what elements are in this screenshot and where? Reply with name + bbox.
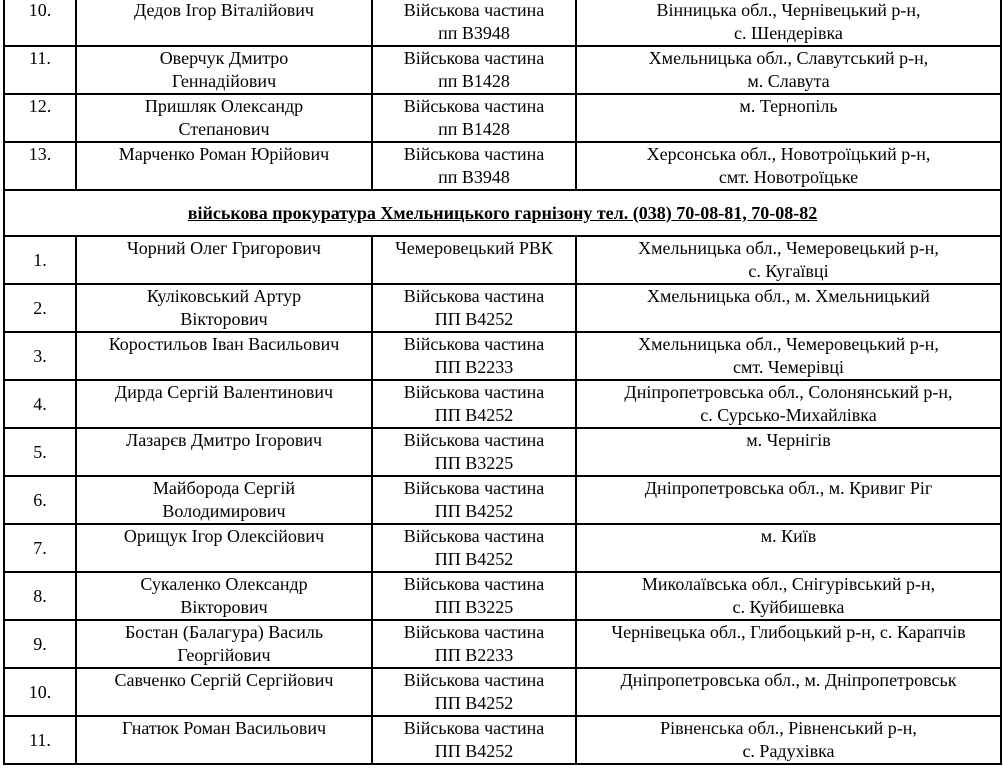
unit-line: Військова частина — [403, 48, 545, 68]
person-name — [76, 620, 372, 668]
person-name — [76, 46, 372, 94]
person-name — [76, 716, 372, 764]
table-row — [4, 620, 1001, 668]
persons-table — [3, 0, 1002, 765]
unit-line: ПП В2233 — [434, 357, 514, 377]
row-number: 4. — [4, 380, 76, 428]
addr-line: м. Київ — [760, 526, 817, 546]
unit-line: ПП В4252 — [434, 501, 514, 521]
military-unit — [372, 0, 576, 46]
unit-line: Військова частина — [403, 718, 545, 738]
row-number: 13. — [4, 142, 76, 190]
address — [576, 380, 1001, 428]
unit-line: Військова частина — [403, 670, 545, 690]
name-line: Майборода Сергій — [152, 478, 296, 498]
table-row — [4, 94, 1001, 142]
person-name — [76, 668, 372, 716]
military-unit — [372, 142, 576, 190]
name-line: Вікторович — [180, 309, 268, 329]
row-number: 10. — [4, 668, 76, 716]
table-row — [4, 332, 1001, 380]
table-row — [4, 236, 1001, 284]
unit-line: Військова частина — [403, 430, 545, 450]
addr-line: Миколаївська обл., Снігурівський р-н, — [641, 574, 936, 594]
address — [576, 476, 1001, 524]
row-number: 11. — [4, 46, 76, 94]
name-line: Марченко Роман Юрійович — [118, 144, 330, 164]
unit-line: Військова частина — [403, 144, 545, 164]
address — [576, 46, 1001, 94]
addr-line: смт. Новотроїцьке — [718, 167, 859, 187]
unit-line: ПП В2233 — [434, 645, 514, 665]
name-line: Сукаленко Олександр — [140, 574, 308, 594]
military-unit — [372, 380, 576, 428]
addr-line: Хмельницька обл., Славутський р-н, — [648, 48, 929, 68]
row-number: 8. — [4, 572, 76, 620]
military-unit — [372, 94, 576, 142]
addr-line: Чернівецька обл., Глибоцький р-н, с. Карапчів — [611, 622, 966, 642]
unit-line: Військова частина — [403, 286, 545, 306]
row-number: 5. — [4, 428, 76, 476]
unit-line: ПП В3225 — [434, 597, 514, 617]
addr-line: м. Тернопіль — [739, 96, 838, 116]
unit-line: пп В3948 — [438, 23, 510, 43]
table-row — [4, 524, 1001, 572]
military-unit — [372, 716, 576, 764]
unit-line: Військова частина — [403, 478, 545, 498]
military-unit — [372, 236, 576, 284]
person-name — [76, 380, 372, 428]
unit-line: Військова частина — [403, 622, 545, 642]
person-name — [76, 0, 372, 46]
unit-line: Військова частина — [403, 334, 545, 354]
military-unit — [372, 284, 576, 332]
person-name — [76, 236, 372, 284]
addr-line: с. Шендерівка — [734, 23, 843, 43]
unit-line: ПП В3225 — [434, 453, 514, 473]
address — [576, 332, 1001, 380]
person-name — [76, 476, 372, 524]
name-line: Дедов Ігор Віталійович — [134, 0, 314, 20]
unit-line: пп В1428 — [438, 71, 510, 91]
unit-line: ПП В4252 — [434, 693, 514, 713]
address — [576, 142, 1001, 190]
table-row — [4, 572, 1001, 620]
name-line: Савченко Сергій Сергійович — [114, 670, 334, 690]
row-number: 6. — [4, 476, 76, 524]
addr-line: с. Куйбишевка — [732, 597, 845, 617]
table-row — [4, 428, 1001, 476]
name-line: Гнатюк Роман Васильович — [121, 718, 327, 738]
military-unit — [372, 572, 576, 620]
addr-line: м. Чернігів — [746, 430, 831, 450]
unit-line: пп В1428 — [438, 119, 510, 139]
table-row — [4, 0, 1001, 46]
unit-line: ПП В4252 — [434, 549, 514, 569]
name-line: Оверчук Дмитро — [159, 48, 289, 68]
name-line: Георгійович — [177, 645, 271, 665]
addr-line: Хмельницька обл., м. Хмельницький — [647, 286, 930, 306]
name-line: Степанович — [178, 119, 270, 139]
table-row — [4, 46, 1001, 94]
unit-line: Військова частина — [403, 574, 545, 594]
addr-line: Хмельницька обл., Чемеровецький р-н, — [638, 238, 939, 258]
name-line: Геннадійович — [171, 71, 277, 91]
row-number: 1. — [4, 236, 76, 284]
address — [576, 572, 1001, 620]
address — [576, 524, 1001, 572]
military-unit — [372, 46, 576, 94]
row-number: 10. — [4, 0, 76, 46]
name-line: Дирда Сергій Валентинович — [114, 382, 334, 402]
unit-line: ПП В4252 — [434, 405, 514, 425]
address — [576, 428, 1001, 476]
row-number: 12. — [4, 94, 76, 142]
address — [576, 620, 1001, 668]
person-name — [76, 572, 372, 620]
section-title: військова прокуратура Хмельницького гарнізону тел. (038) 70-08-81, 70-08-82 — [4, 190, 1001, 236]
addr-line: с. Сурсько-Михайлівка — [700, 405, 877, 425]
table-row — [4, 380, 1001, 428]
address — [576, 716, 1001, 764]
address — [576, 0, 1001, 46]
address — [576, 668, 1001, 716]
name-line: Лазарєв Дмитро Ігорович — [125, 430, 323, 450]
address — [576, 94, 1001, 142]
table-row — [4, 476, 1001, 524]
name-line: Вікторович — [180, 597, 268, 617]
row-number: 3. — [4, 332, 76, 380]
addr-line: м. Славута — [747, 71, 830, 91]
unit-line: Чемеровецький РВК — [395, 238, 553, 258]
address — [576, 236, 1001, 284]
row-number: 9. — [4, 620, 76, 668]
addr-line: с. Кугаївці — [748, 261, 829, 281]
unit-line: Військова частина — [403, 96, 545, 116]
unit-line: Військова частина — [403, 526, 545, 546]
person-name — [76, 142, 372, 190]
military-unit — [372, 620, 576, 668]
person-name — [76, 284, 372, 332]
row-number: 7. — [4, 524, 76, 572]
table-row — [4, 284, 1001, 332]
addr-line: Дніпропетровська обл., Солонянський р-н, — [624, 382, 953, 402]
addr-line: с. Радухівка — [742, 741, 835, 761]
address — [576, 284, 1001, 332]
name-line: Бостан (Балагура) Василь — [124, 622, 324, 642]
addr-line: Дніпропетровська обл., м. Дніпропетровськ — [620, 670, 957, 690]
military-unit — [372, 524, 576, 572]
military-unit — [372, 476, 576, 524]
military-unit — [372, 428, 576, 476]
name-line: Чорний Олег Григорович — [127, 238, 321, 258]
row-number: 11. — [4, 716, 76, 764]
military-unit — [372, 668, 576, 716]
addr-line: Хмельницька обл., Чемеровецький р-н, — [638, 334, 939, 354]
addr-line: Херсонська обл., Новотроїцький р-н, — [646, 144, 931, 164]
unit-line: Військова частина — [403, 382, 545, 402]
unit-line: пп В3948 — [438, 167, 510, 187]
name-line: Володимирович — [162, 501, 286, 521]
addr-line: Вінницька обл., Чернівецький р-н, — [656, 0, 921, 20]
name-line: Куліковський Артур — [146, 286, 302, 306]
row-number: 2. — [4, 284, 76, 332]
table-row — [4, 668, 1001, 716]
person-name — [76, 524, 372, 572]
addr-line: смт. Чемерівці — [732, 357, 845, 377]
table-row — [4, 142, 1001, 190]
person-name — [76, 428, 372, 476]
unit-line: Військова частина — [403, 0, 545, 20]
unit-line: ПП В4252 — [434, 741, 514, 761]
section-row — [4, 190, 1001, 236]
military-unit — [372, 332, 576, 380]
name-line: Коростильов Іван Васильович — [108, 334, 340, 354]
addr-line: Дніпропетровська обл., м. Кривиг Ріг — [644, 478, 933, 498]
name-line: Орищук Ігор Олексійович — [123, 526, 325, 546]
table-row — [4, 716, 1001, 764]
person-name — [76, 332, 372, 380]
name-line: Пришляк Олександр — [144, 96, 304, 116]
person-name — [76, 94, 372, 142]
unit-line: ПП В4252 — [434, 309, 514, 329]
addr-line: Рівненська обл., Рівненський р-н, — [660, 718, 917, 738]
